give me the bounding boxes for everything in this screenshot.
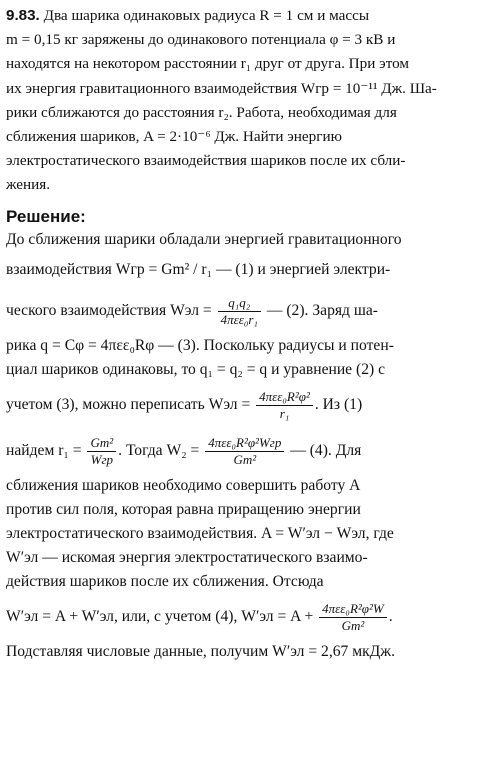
solution-line: взаимодействия Wгр = Gm² / r₁ — (1) и энергией электри- — [6, 260, 391, 278]
problem-line: сближения шариков, A = 2·10⁻⁶ Дж. Найти энергию — [6, 128, 342, 146]
formula-fraction — [205, 435, 284, 468]
numerator: q₁q₂ — [218, 295, 261, 312]
problem-line: находятся на некотором расстоянии r₁ друг от друга. При этом — [6, 55, 410, 73]
solution-line — [6, 594, 496, 640]
text-span: W′эл = A + W′эл, или, с учетом (4), W′эл = A + — [6, 607, 314, 625]
text-span: — (2). Заряд ша- — [266, 301, 378, 319]
denominator: r₁ — [279, 405, 290, 421]
numerator: 4πεε₀R²φ²W — [319, 601, 387, 618]
problem-number: 9.83. — [6, 7, 40, 24]
problem-line: жения. — [6, 176, 51, 194]
denominator: Gm² — [341, 617, 365, 633]
solution-body — [6, 228, 496, 664]
solution-line — [6, 428, 496, 474]
problem-statement — [6, 4, 496, 198]
text-span: ческого взаимодействия Wэл = — [6, 301, 212, 319]
text-span: найдем r₁ = — [6, 441, 82, 459]
denominator: 4πεε₀r₁ — [220, 311, 258, 327]
text-span: . — [388, 607, 393, 625]
solution-line: W′эл — искомая энергия электростатического взаимо- — [6, 548, 368, 566]
denominator: Gm² — [233, 451, 257, 467]
solution-line: рика q = Cφ = 4πεε₀Rφ — (3). Поскольку радиусы и потен- — [6, 336, 394, 354]
solution-line: циал шариков одинаковы, то q₁ = q₂ = q и уравнение (2) с — [6, 360, 386, 378]
solution-line: электростатического взаимодействия. A = W′эл − Wэл, где — [6, 524, 394, 542]
problem-line: их энергия гравитационного взаимодействия Wгр = 10⁻¹¹ Дж. Ша- — [6, 79, 437, 97]
problem-line: рики сближаются до расстояния r₂. Работа, необходимая для — [6, 103, 397, 121]
text-span: учетом (3), можно переписать Wэл = — [6, 395, 251, 413]
problem-line: электростатического взаимодействия шариков после их сбли- — [6, 152, 406, 170]
numerator: Gm² — [87, 435, 116, 452]
solution-line — [6, 288, 496, 334]
problem-line: Два шарика одинаковых радиуса R = 1 см и массы — [43, 7, 370, 24]
solution-line: сближения шариков необходимо совершить работу A — [6, 476, 361, 494]
solution-heading: Решение: — [6, 206, 86, 226]
formula-fraction — [319, 601, 387, 634]
formula-fraction — [87, 435, 116, 468]
solution-line — [6, 382, 496, 428]
numerator: 4πεε₀R²φ² — [256, 389, 313, 406]
numerator: 4πεε₀R²φ²Wгр — [205, 435, 284, 452]
problem-line: m = 0,15 кг заряжены до одинакового потенциала φ = 3 кВ и — [6, 31, 396, 49]
text-span: . Тогда W₂ = — [118, 441, 200, 459]
solution-line: До сближения шарики обладали энергией гравитационного — [6, 230, 402, 248]
text-span: — (4). Для — [290, 441, 362, 459]
solution-line: действия шариков после их сближения. Отсюда — [6, 572, 324, 590]
solution-line: Подставляя числовые данные, получим W′эл = 2,67 мкДж. — [6, 642, 395, 660]
denominator: Wгр — [90, 451, 114, 467]
solution-line: против сил поля, которая равна приращению энергии — [6, 500, 361, 518]
formula-fraction — [218, 295, 261, 328]
text-span: . Из (1) — [314, 395, 363, 413]
formula-fraction — [256, 389, 313, 422]
